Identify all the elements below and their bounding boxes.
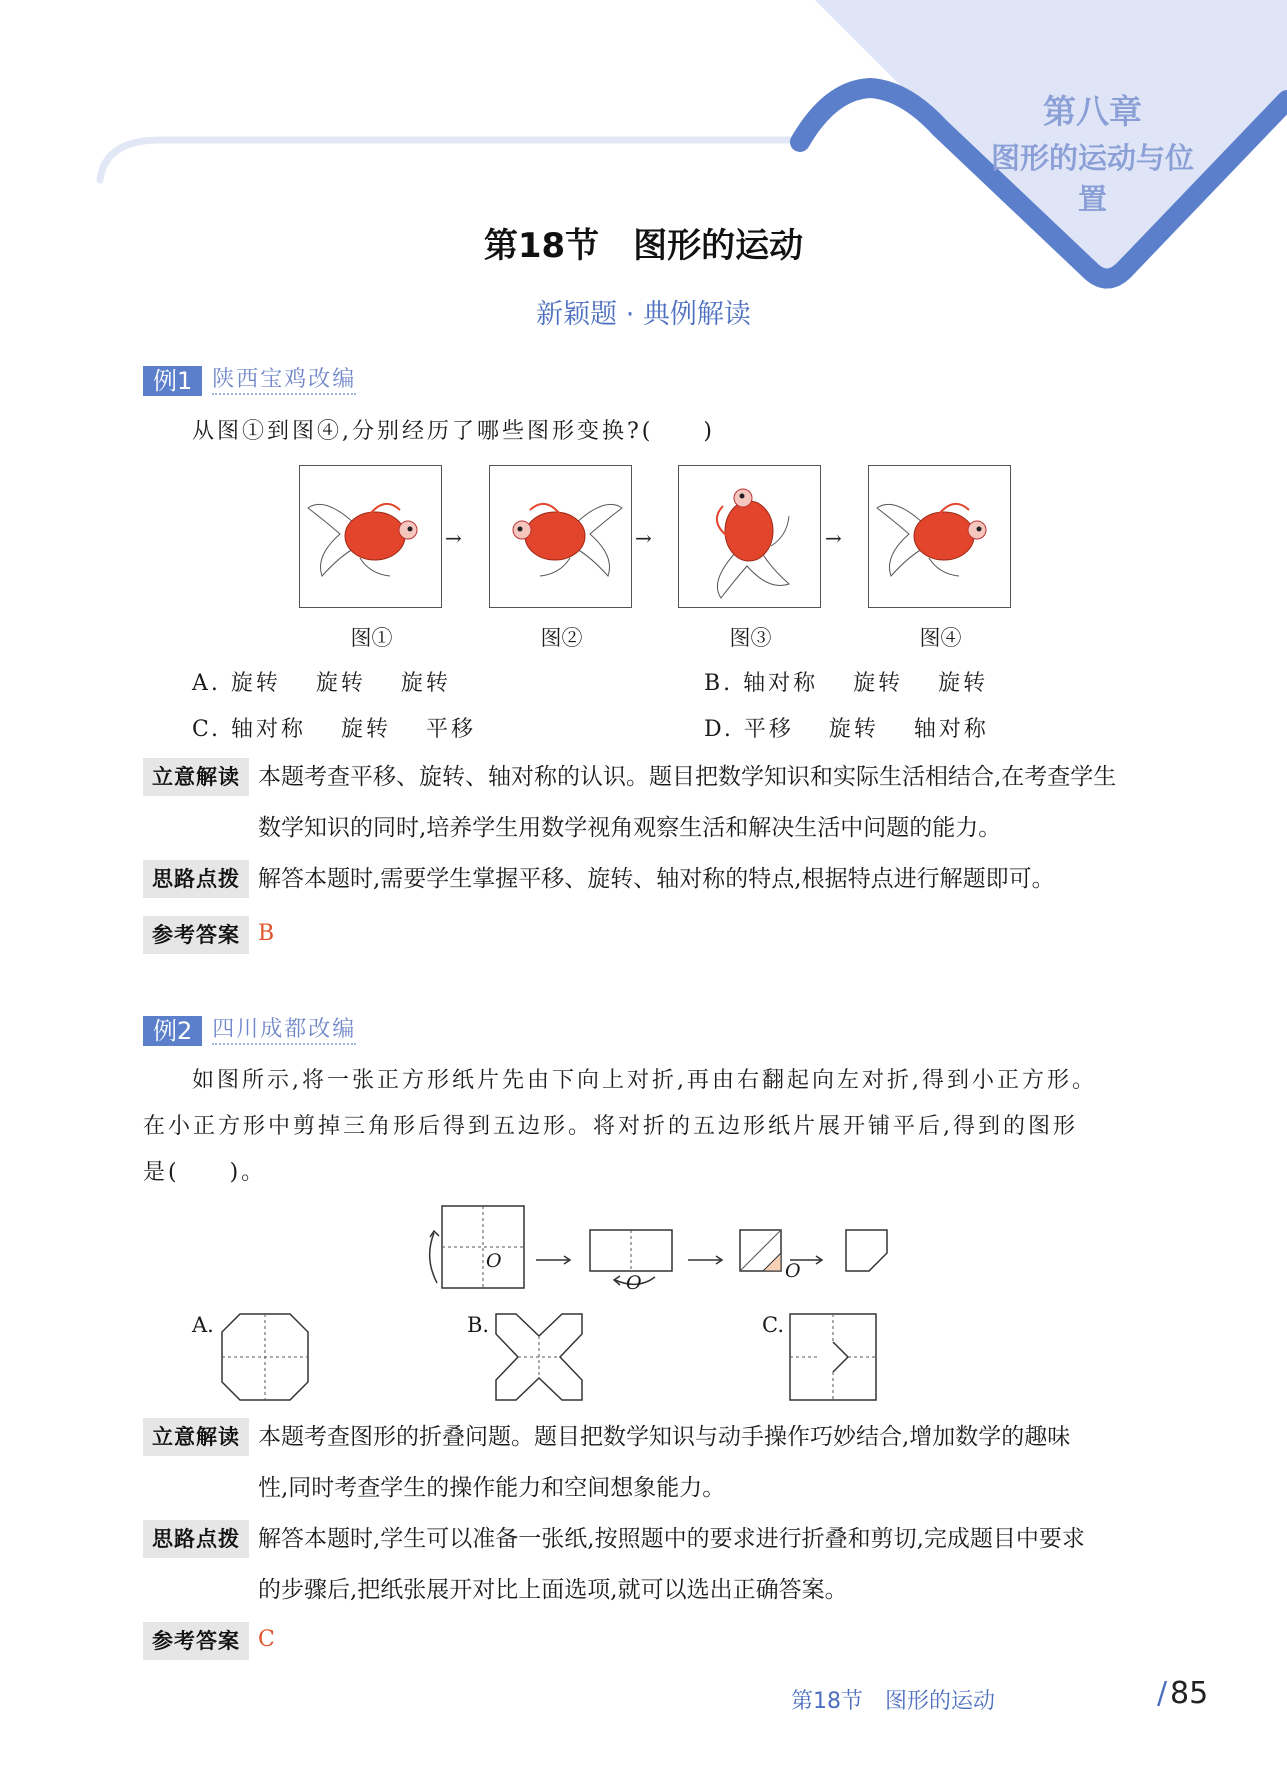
page-number: 85 <box>1170 1676 1209 1711</box>
example1-answer-badge: 参考答案 <box>143 916 249 954</box>
example2-source: 四川成都改编 <box>212 1017 356 1045</box>
arrow-icon: → <box>635 526 652 550</box>
option-b-shape <box>494 1312 584 1402</box>
example2-answer-badge: 参考答案 <box>143 1622 249 1660</box>
example2-intent-line1: 本题考查图形的折叠问题。题目把数学知识与动手操作巧妙结合,增加数学的趣味 <box>258 1424 1071 1450</box>
figure-1 <box>299 465 442 608</box>
option-a-shape <box>220 1312 310 1402</box>
example1-hint-badge: 思路点拨 <box>143 860 249 898</box>
figure-4 <box>868 465 1011 608</box>
footer-slash: / <box>1157 1676 1168 1711</box>
arrow-icon: → <box>445 526 462 550</box>
point-o-label: O <box>785 1260 801 1282</box>
example1-option-d: D. 平移 旋转 轴对称 <box>704 717 989 742</box>
arrow-icon: → <box>825 526 842 550</box>
example1-intent-line1: 本题考查平移、旋转、轴对称的认识。题目把数学知识和实际生活相结合,在考查学生 <box>258 764 1117 790</box>
figure-3 <box>678 465 821 608</box>
example2-hint-line1: 解答本题时,学生可以准备一张纸,按照题中的要求进行折叠和剪切,完成题目中要求 <box>258 1526 1085 1552</box>
section-title: 第18节 图形的运动 <box>483 226 804 266</box>
example2-option-b-label: B. <box>467 1313 490 1337</box>
example1-option-a: A. 旋转 旋转 旋转 <box>192 671 451 696</box>
figure-2-label: 图② <box>540 626 583 650</box>
figure-4-label: 图④ <box>919 626 962 650</box>
example1-hint-line1: 解答本题时,需要学生掌握平移、旋转、轴对称的特点,根据特点进行解题即可。 <box>258 866 1055 892</box>
example2-option-a-label: A. <box>192 1313 214 1337</box>
example1-option-c: C. 轴对称 旋转 平移 <box>192 717 477 742</box>
example2-question-line2: 在小正方形中剪掉三角形后得到五边形。将对折的五边形纸片展开铺平后,得到的图形 <box>143 1114 1078 1139</box>
folding-diagram <box>410 1198 900 1298</box>
section-subtitle: 新颖题 · 典例解读 <box>536 299 751 330</box>
point-o-label: O <box>626 1272 642 1294</box>
example2-tag <box>143 1016 356 1046</box>
example2-label: 例2 <box>143 1016 202 1046</box>
goldfish-image <box>679 466 819 606</box>
example1-answer: B <box>258 921 275 946</box>
example1-label: 例1 <box>143 366 202 396</box>
chapter-number: 第八章 <box>1043 92 1142 131</box>
figure-3-label: 图③ <box>729 626 772 650</box>
example2-intent-line2: 性,同时考查学生的操作能力和空间想象能力。 <box>258 1475 726 1501</box>
example1-tag <box>143 366 356 396</box>
goldfish-image <box>869 466 1009 606</box>
option-c-shape <box>788 1312 878 1402</box>
example1-intent-line2: 数学知识的同时,培养学生用数学视角观察生活和解决生活中问题的能力。 <box>258 815 1002 841</box>
example1-intent-badge: 立意解读 <box>143 758 249 796</box>
goldfish-image <box>300 466 440 606</box>
example2-answer: C <box>258 1627 275 1652</box>
example1-question: 从图①到图④,分别经历了哪些图形变换?( ) <box>192 419 715 444</box>
chapter-name: 图形的运动与位置 <box>990 141 1194 216</box>
footer-section: 第18节 图形的运动 <box>791 1689 995 1714</box>
example2-option-c-label: C. <box>762 1313 784 1337</box>
example2-hint-line2: 的步骤后,把纸张展开对比上面选项,就可以选出正确答案。 <box>258 1577 848 1603</box>
point-o-label: O <box>486 1250 502 1272</box>
example2-intent-badge: 立意解读 <box>143 1418 249 1456</box>
figure-1-label: 图① <box>350 626 393 650</box>
figure-2 <box>489 465 632 608</box>
example1-source: 陕西宝鸡改编 <box>212 367 356 395</box>
example1-option-b: B. 轴对称 旋转 旋转 <box>704 671 989 696</box>
example2-hint-badge: 思路点拨 <box>143 1520 249 1558</box>
goldfish-image <box>490 466 630 606</box>
example2-question-line1: 如图所示,将一张正方形纸片先由下向上对折,再由右翻起向左对折,得到小正方形。 <box>192 1068 1097 1093</box>
example2-question-line3: 是( )。 <box>143 1160 267 1185</box>
